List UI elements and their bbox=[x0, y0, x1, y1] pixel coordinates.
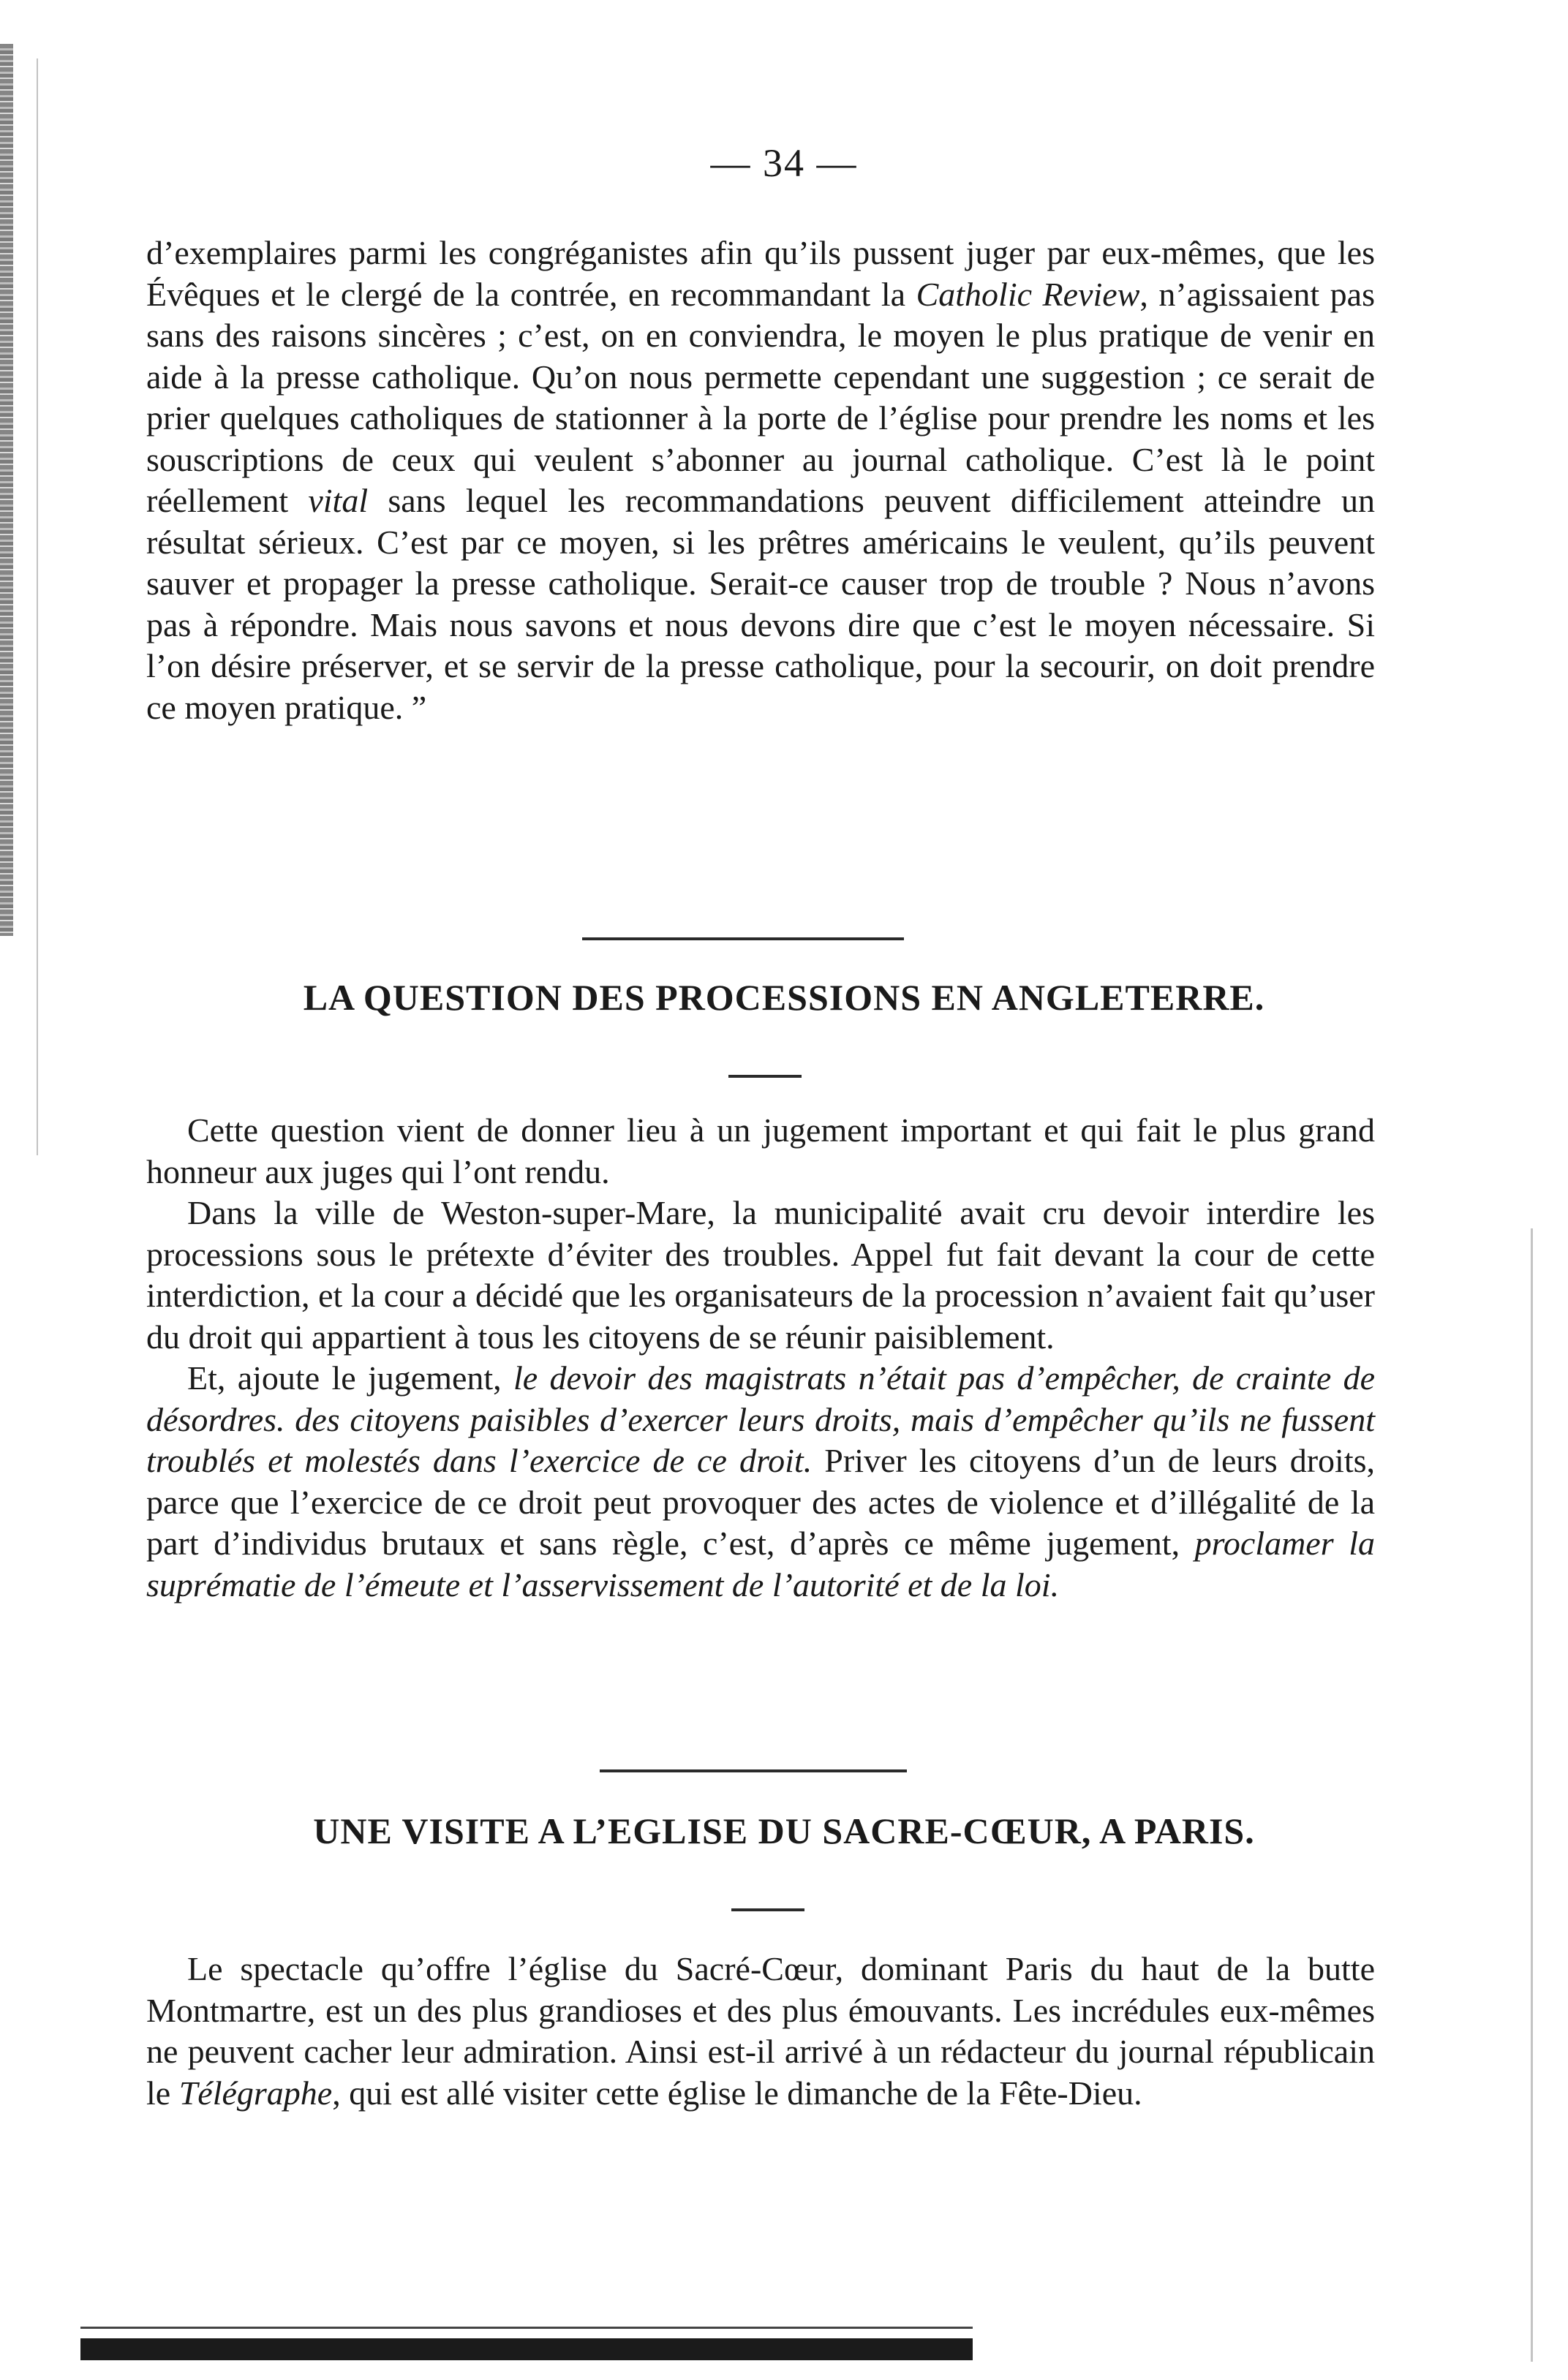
sacre-coeur-paragraph bbox=[146, 1949, 1375, 2114]
section-divider bbox=[600, 1769, 907, 1772]
margin-mark bbox=[1531, 1228, 1533, 2362]
page-number: — 34 — bbox=[710, 141, 858, 185]
processions-paragraph-3 bbox=[146, 1358, 1375, 1606]
continuation-text-block bbox=[146, 233, 1375, 728]
text-run: Le spectacle qu’offre l’église du Sacré-Cœur, dominant Paris du haut de la butte Montmartre, est un des plus grandioses et des plus émouvants. Les incrédules eux-mêmes ne peuvent cacher leur admiration. Ainsi est-il arrivé à un rédacteur du journal républicain le bbox=[146, 1950, 1375, 2112]
newspaper-title: Télégraphe bbox=[178, 2074, 333, 2112]
processions-text-block bbox=[146, 1110, 1375, 1606]
sacre-coeur-text-block bbox=[146, 1949, 1375, 2114]
heading-underline bbox=[731, 1908, 804, 1911]
processions-paragraph-1: Cette question vient de donner lieu à un jugement important et qui fait le plus grand honneur aux juges qui l’ont rendu. bbox=[146, 1111, 1375, 1190]
text-run: sans lequel les recommandations peuvent difficilement atteindre un résultat sérieux. C’est par ce moyen, si les prêtres américains le veulent, qu’ils peuvent sauver et propager la presse catholique. Serait-ce causer trop de trouble ? Nous n’avons pas à répondre. Mais nous savons et nous devons dire que c’est le moyen nécessaire. Si l’on désire préserver, et se servir de la presse catholique, pour la secourir, on doit prendre ce moyen pratique. ” bbox=[146, 482, 1376, 726]
section-divider bbox=[582, 937, 904, 940]
section-heading-sacre-coeur: UNE VISITE A L’EGLISE DU SACRE-CŒUR, A PARIS. bbox=[313, 1810, 1255, 1851]
processions-paragraph-2: Dans la ville de Weston-super-Mare, la municipalité avait cru devoir interdire les processions sous le prétexte d’éviter des troubles. Appel fut fait devant la cour de cette interdiction, et la cour a décidé que les organisateurs de la procession n’avaient fait qu’user du droit qui appartient à tous les citoyens de se réunir paisiblement. bbox=[146, 1194, 1375, 1356]
section-heading-processions: LA QUESTION DES PROCESSIONS EN ANGLETERRE. bbox=[303, 977, 1265, 1018]
text-run: , qui est allé visiter cette église le dimanche de la Fête-Dieu. bbox=[332, 2074, 1142, 2112]
footer-bar bbox=[80, 2338, 973, 2360]
continuation-paragraph bbox=[146, 233, 1375, 728]
text-run: , n’agissaient pas sans des raisons sincères ; c’est, on en conviendra, le moyen le plus pratique de venir en aide à la presse catholique. Qu’on nous permette cependant une suggestion ; ce serait de prier quelques catholiques de stationner à la porte de l’église pour prendre les noms et les souscriptions de ceux qui veulent s’abonner au journal catholique. C’est là le point réellement bbox=[146, 275, 1375, 519]
text-run: Et, ajoute le jugement, bbox=[187, 1359, 514, 1397]
heading-underline bbox=[728, 1075, 802, 1078]
emphasis: vital bbox=[308, 482, 369, 519]
publication-title: Catholic Review bbox=[916, 275, 1140, 313]
judgment-quote: proclamer la suprématie de l’émeute et l’asservissement de l’autorité et de la loi. bbox=[146, 1525, 1375, 1603]
text-run: d’exemplaires parmi les congréganistes afin qu’ils pussent juger par eux-mêmes, que les Évêques et le clergé de la contrée, en recommandant la bbox=[146, 234, 1375, 313]
text-run: Priver les citoyens d’un de leurs droits, parce que l’exercice de ce droit peut provoquer des actes de violence et d’illégalité de la part d’individus brutaux et sans règle, c’est, d’après ce même jugement, bbox=[146, 1442, 1376, 1562]
judgment-quote: le devoir des magistrats n’était pas d’empêcher, de crainte de désordres. des citoyens paisibles d’exercer leurs droits, mais d’empêcher qu’ils ne fussent troublés et molestés dans l’exercice de ce droit. bbox=[146, 1359, 1375, 1479]
footer-rule bbox=[80, 2327, 973, 2329]
